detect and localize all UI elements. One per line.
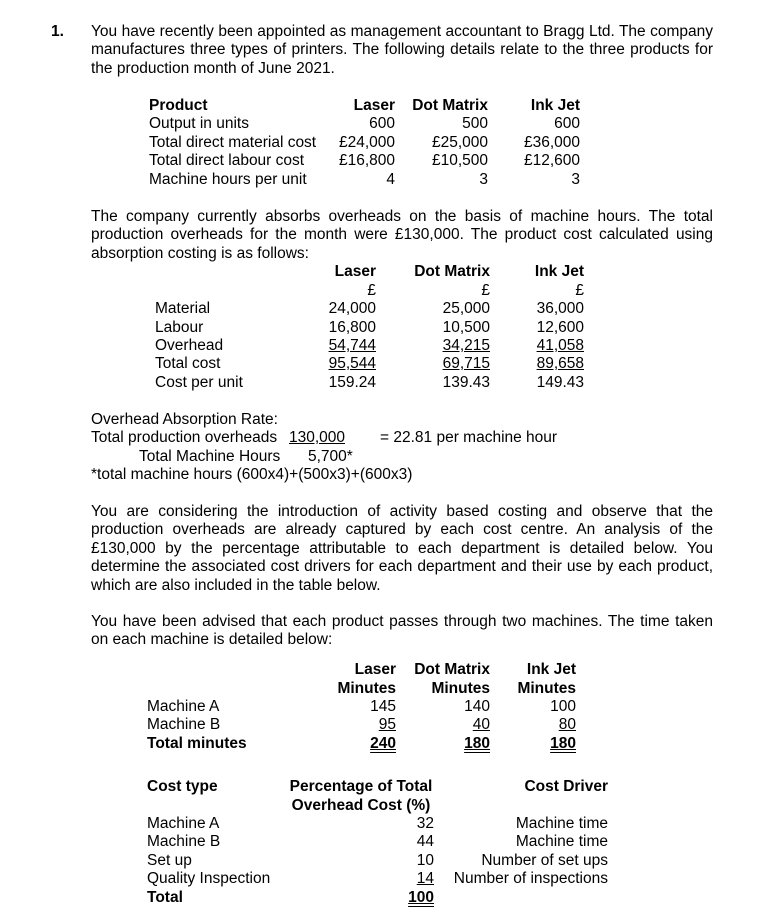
machine-total-cell: 180 xyxy=(464,735,490,752)
product-cell: 600 xyxy=(554,115,580,132)
machine-row-label: Total minutes xyxy=(147,735,247,752)
machine-header-laser: Laser xyxy=(354,661,396,678)
machine-total-cell: 240 xyxy=(370,735,396,752)
overhead-driver: Number of set ups xyxy=(481,852,608,869)
cost-row-label: Material xyxy=(155,300,211,317)
cost-cell: 25,000 xyxy=(442,300,490,317)
cost-cell: 16,800 xyxy=(328,319,376,336)
product-row-label: Machine hours per unit xyxy=(149,171,307,188)
cost-cell: 89,658 xyxy=(536,355,584,372)
overhead-row-label: Machine A xyxy=(147,815,220,832)
machine-cell: 95 xyxy=(378,716,396,733)
header-percentage-line2: Overhead Cost (%) xyxy=(291,797,431,814)
minutes-header: Minutes xyxy=(517,680,576,697)
product-header-laser: Laser xyxy=(353,97,395,114)
cost-row-label: Labour xyxy=(155,319,204,336)
cost-cell: 36,000 xyxy=(536,300,584,317)
overhead-driver: Number of inspections xyxy=(453,870,608,887)
product-cell: £16,800 xyxy=(338,152,395,169)
absorption-paragraph: The company currently absorbs overheads on the basis of machine hours. The total production overheads for the month were £130,000. The product cost calculated using absorption costing is as follows: xyxy=(91,208,713,262)
machine-row-label: Machine A xyxy=(147,698,220,715)
abc-paragraph: You are considering the introduction of activity based costing and observe that the production overheads are already captured by each cost centre. An analysis of the £130,000 by the percentage attributable to each department is detailed below. You determine the associated cost drivers for each department and their use by each product, which are also included in the table below. xyxy=(91,503,713,594)
cost-cell: 159.24 xyxy=(328,374,376,391)
overhead-driver: Machine time xyxy=(515,833,608,850)
product-cell: 3 xyxy=(571,171,580,188)
overhead-row-label: Machine B xyxy=(147,833,221,850)
oar-footnote: *total machine hours (600x4)+(500x3)+(600x3) xyxy=(91,466,413,483)
machine-cell: 40 xyxy=(472,716,490,733)
cost-header-dot-matrix: Dot Matrix xyxy=(414,263,490,280)
cost-row-label: Overhead xyxy=(155,337,224,354)
product-cell: £10,500 xyxy=(431,152,488,169)
header-percentage-line1: Percentage of Total xyxy=(289,778,433,795)
machine-paragraph: You have been advised that each product passes through two machines. The time taken on each machine is detailed below: xyxy=(91,613,713,649)
product-header-label: Product xyxy=(149,97,208,114)
machine-header-ink-jet: Ink Jet xyxy=(526,661,576,678)
cost-cell: 69,715 xyxy=(442,355,490,372)
currency-symbol: £ xyxy=(481,282,490,299)
product-row-label: Output in units xyxy=(149,115,249,132)
cost-cell: 34,215 xyxy=(442,337,490,354)
product-cell: £12,600 xyxy=(523,152,580,169)
product-cell: 500 xyxy=(462,115,488,132)
product-row-label: Total direct material cost xyxy=(149,134,317,151)
oar-numerator-value: 130,000 xyxy=(289,429,346,446)
product-cell: £25,000 xyxy=(431,134,488,151)
intro-paragraph: You have recently been appointed as management accountant to Bragg Ltd. The company manufactures three types of printers. The following details relate to the three products for the production month of June 2021. xyxy=(91,23,713,77)
machine-total-cell: 180 xyxy=(550,735,576,752)
machine-header-dot-matrix: Dot Matrix xyxy=(414,661,490,678)
machine-cell: 80 xyxy=(558,716,576,733)
product-cell: 600 xyxy=(369,115,395,132)
overhead-row-label: Total xyxy=(147,889,183,906)
oar-denominator-value: 5,700* xyxy=(308,448,353,465)
overhead-percentage: 44 xyxy=(416,833,434,850)
machine-cell: 100 xyxy=(550,698,576,715)
product-header-ink-jet: Ink Jet xyxy=(530,97,580,114)
overhead-percentage: 14 xyxy=(416,870,434,887)
header-cost-type: Cost type xyxy=(147,778,218,795)
cost-row-label: Total cost xyxy=(155,355,221,372)
overhead-row-label: Set up xyxy=(147,852,192,869)
cost-row-label: Cost per unit xyxy=(155,374,243,391)
product-cell: 4 xyxy=(386,171,395,188)
machine-row-label: Machine B xyxy=(147,716,221,733)
currency-symbol: £ xyxy=(367,282,376,299)
overhead-row-label: Quality Inspection xyxy=(147,870,271,887)
cost-header-laser: Laser xyxy=(334,263,376,280)
cost-cell: 54,744 xyxy=(328,337,376,354)
cost-cell: 10,500 xyxy=(442,319,490,336)
machine-cell: 145 xyxy=(370,698,396,715)
header-cost-driver: Cost Driver xyxy=(524,778,608,795)
currency-symbol: £ xyxy=(575,282,584,299)
oar-numerator-label: Total production overheads xyxy=(91,429,278,446)
cost-header-ink-jet: Ink Jet xyxy=(534,263,584,280)
product-header-dot-matrix: Dot Matrix xyxy=(412,97,488,114)
cost-cell: 95,544 xyxy=(328,355,376,372)
machine-cell: 140 xyxy=(464,698,490,715)
minutes-header: Minutes xyxy=(337,680,396,697)
oar-result: = 22.81 per machine hour xyxy=(380,429,558,446)
cost-cell: 41,058 xyxy=(536,337,584,354)
oar-denominator-label: Total Machine Hours xyxy=(139,448,281,465)
cost-cell: 139.43 xyxy=(442,374,490,391)
overhead-percentage: 32 xyxy=(416,815,434,832)
product-cell: £36,000 xyxy=(523,134,580,151)
overhead-total-percentage: 100 xyxy=(408,889,434,906)
product-cell: £24,000 xyxy=(338,134,395,151)
minutes-header: Minutes xyxy=(431,680,490,697)
product-cell: 3 xyxy=(479,171,488,188)
cost-cell: 24,000 xyxy=(328,300,376,317)
product-row-label: Total direct labour cost xyxy=(149,152,305,169)
oar-heading: Overhead Absorption Rate: xyxy=(91,411,278,428)
cost-cell: 12,600 xyxy=(536,319,584,336)
overhead-driver: Machine time xyxy=(515,815,608,832)
question-number: 1. xyxy=(51,23,64,40)
cost-cell: 149.43 xyxy=(536,374,584,391)
overhead-percentage: 10 xyxy=(416,852,434,869)
